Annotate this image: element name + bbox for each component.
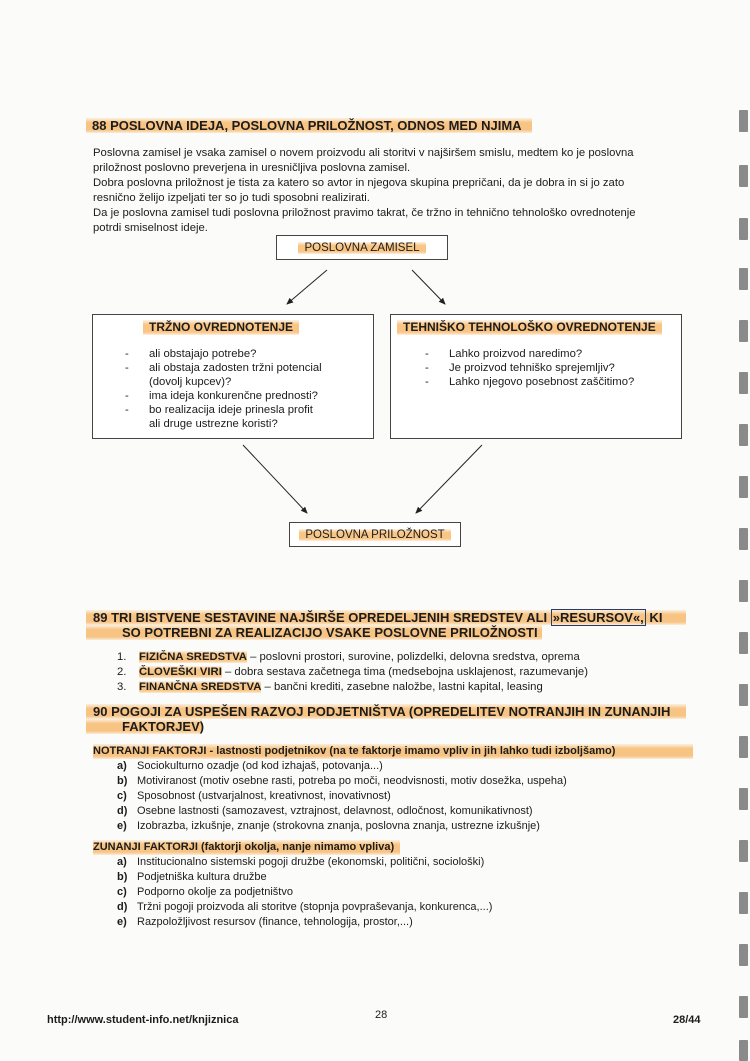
list-item: e) Razpoložljivost resursov (finance, tehnologija, prostor,...) <box>117 916 413 928</box>
box-poslovna-priloznost <box>289 522 461 547</box>
arrow <box>243 445 307 513</box>
box-trzno-ovrednotenje <box>92 314 374 439</box>
list-item: d) Tržni pogoji proizvoda ali storitve (stopnja povpraševanja, konkurenca,...) <box>117 901 493 913</box>
arrow <box>416 445 482 513</box>
list-item: b) Motiviranost (motiv osebne rasti, potreba po moči, neodvisnosti, motiv dosežka, uspeha) <box>117 775 567 787</box>
list-item: - Lahko njegovo posebnost zaščitimo? <box>423 375 663 389</box>
page-count: 28/44 <box>673 1014 701 1026</box>
paragraph-line: potrdi smiselnost ideje. <box>93 222 208 234</box>
paragraph-line: Poslovna zamisel je vsaka zamisel o novem proizvodu ali storitvi v najširšem smislu, medtem ko je poslovna <box>93 147 634 159</box>
box-label: POSLOVNA ZAMISEL <box>298 242 425 254</box>
list-item: - ali obstaja zadosten tržni potencial (dovolj kupcev)? <box>123 361 323 389</box>
list-item: a) Sociokulturno ozadje (od kod izhajaš, potovanja...) <box>117 760 383 772</box>
list-item: b) Podjetniška kultura družbe <box>117 871 267 883</box>
heading-text: FAKTORJEV) <box>86 719 202 734</box>
list-item: a) Institucionalno sistemski pogoji družbe (ekonomski, politični, sociološki) <box>117 856 485 868</box>
internal-title: NOTRANJI FAKTORJI <box>93 745 207 757</box>
section-90-heading <box>86 704 686 734</box>
list-item: - ali obstajajo potrebe? <box>123 347 323 361</box>
box-tehnisko-ovrednotenje <box>390 314 682 439</box>
list-item: 3. FINANČNA SREDSTVA – bančni krediti, zasebne naložbe, lastni kapital, leasing <box>117 681 543 693</box>
arrow <box>412 270 445 304</box>
external-title: ZUNANJI FAKTORJI <box>93 841 198 853</box>
boxed-term: »RESURSOV«, <box>552 610 644 625</box>
list-item: d) Osebne lastnosti (samozavest, vztrajnost, delavnost, odločnost, komunikativnost) <box>117 805 533 817</box>
section-88-heading: 88 POSLOVNA IDEJA, POSLOVNA PRILOŽNOST, ODNOS MED NJIMA <box>86 118 532 133</box>
paragraph-line: priložnost poslovno preverjena in uresničljiva poslovna zamisel. <box>93 162 411 174</box>
list-item: - Lahko proizvod naredimo? <box>423 347 663 361</box>
list-item: - ima ideja konkurenčne prednosti? <box>123 389 323 403</box>
page-number: 28 <box>375 1009 388 1021</box>
list-item: 2. ČLOVEŠKI VIRI – dobra sestava začetnega tima (medsebojna usklajenost, razumevanje) <box>117 666 588 678</box>
heading-text: 89 TRI BISTVENE SESTAVINE NAJŠIRŠE OPREDELJENIH SREDSTEV ALI <box>93 610 548 625</box>
list-item: - bo realizacija ideje prinesla profit ali druge ustrezne koristi? <box>123 403 323 431</box>
section-89-heading <box>86 610 686 640</box>
footer-url[interactable]: http://www.student-info.net/knjiznica <box>47 1014 239 1026</box>
list-item: e) Izobrazba, izkušnje, znanje (strokovna znanja, poslovna znanja, ustrezne izkušnje) <box>117 820 540 832</box>
heading-text: 90 POGOJI ZA USPEŠEN RAZVOJ PODJETNIŠTVA (OPREDELITEV NOTRANJIH IN ZUNANJIH <box>86 704 686 719</box>
list-item: c) Podporno okolje za podjetništvo <box>117 886 293 898</box>
list-item: - Je proizvod tehniško sprejemljiv? <box>423 361 663 375</box>
box-label: POSLOVNA PRILOŽNOST <box>299 529 450 541</box>
paragraph-line: Da je poslovna zamisel tudi poslovna priložnost pravimo takrat, če tržno in tehnično tehnološko ovrednotenje <box>93 207 636 219</box>
list-item: 1. FIZIČNA SREDSTVA – poslovni prostori, surovine, polizdelki, delovna sredstva, oprema <box>117 651 580 663</box>
list-item: c) Sposobnost (ustvarjalnost, kreativnost, inovativnost) <box>117 790 391 802</box>
internal-factors <box>93 744 693 834</box>
external-factors <box>93 837 693 930</box>
box-title: TEHNIŠKO TEHNOLOŠKO OVREDNOTENJE <box>397 320 662 335</box>
paragraph-line: resnično želijo izpeljati ter so jo tudi sposobni realizirati. <box>93 192 370 204</box>
heading-text: KI <box>645 610 663 625</box>
internal-subtitle: - lastnosti podjetnikov (na te faktorje imamo vpliv in jih lahko tudi izboljšamo) <box>206 745 616 757</box>
heading-text: SO POTREBNI ZA REALIZACIJO VSAKE POSLOVNE PRILOŽNOSTI <box>86 625 542 640</box>
box-title: TRŽNO OVREDNOTENJE <box>143 320 299 335</box>
resources-list <box>117 650 588 695</box>
box-poslovna-zamisel <box>276 235 448 260</box>
external-subtitle: (faktorji okolja, nanje nimamo vpliva) <box>197 841 395 853</box>
paragraph-line: Dobra poslovna priložnost je tista za katero so avtor in njegova skupina prepričani, da je dobra in si jo zato <box>93 177 625 189</box>
arrow <box>287 270 327 304</box>
